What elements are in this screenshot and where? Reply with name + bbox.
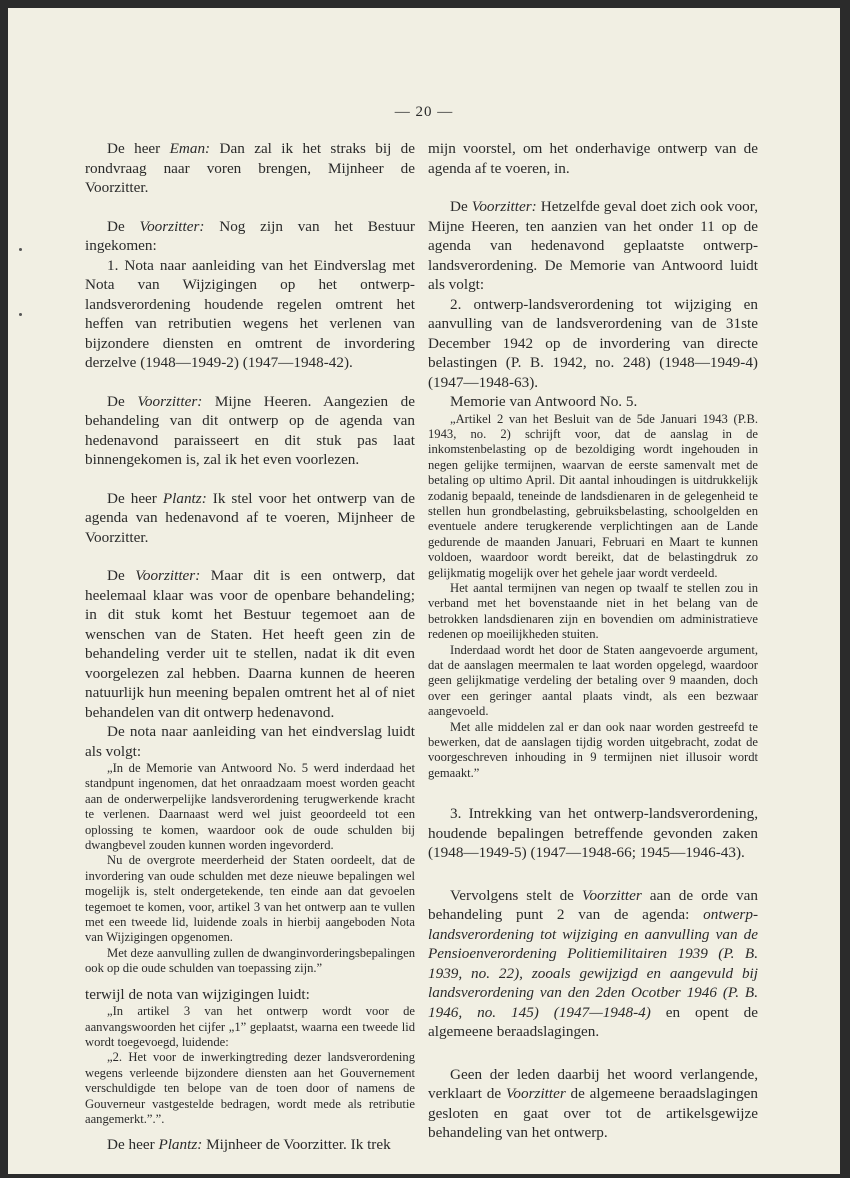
paragraph: De Voorzitter: Maar dit is een ontwerp, dat heelemaal klaar was voor de openbare behandeling; in dit stuk komt het Bestuur tegemoet aan de wenschen van de Staten. Het heeft geen zin de behandeling verder uit te stellen, nadat ik dit even voorgelezen zal hebben. Daarna kunnen de heeren natuurlijk hun meening bepalen omtrent het al of niet behandelen van dit ontwerp hedenavond. (85, 567, 415, 721)
quote-paragraph: „In artikel 3 van het ontwerp wordt voor de aanvangswoorden het cijfer „1” geplaatst, waarna een tweede lid wordt toegevoegd, luidende: (85, 1004, 415, 1049)
quote-paragraph: „2. Het voor de inwerkingtreding dezer landsverordening wegens verleende bijzondere diensten aan het Gouvernement verschuldigde ten belope van de toen door of namens de Gouverneur vastgestelde bedragen, wordt mede als retributie aangemerkt.”.”. (85, 1050, 415, 1127)
paragraph: Vervolgens stelt de Voorzitter aan de orde van behandeling punt 2 van de agenda: ontwerp-landsverordening tot wijziging en aanvulling van de Pensioenverordening Politiemilitairen 1939 (P. B. 1939, no. 22), zooals gewijzigd en aangevuld bij landsverordening van den 2den Ocotber 1946 (P. B. 1946, no. 145) (1947—1948-4) en opent de algemeene beraadslagingen. (428, 886, 758, 1041)
paragraph: De heer Eman: Dan zal ik het straks bij de rondvraag naar voren brengen, Mijnheer de Voorzitter. (85, 140, 416, 196)
quote-paragraph: „In de Memorie van Antwoord No. 5 werd inderdaad het standpunt ingenomen, dat het onraadzaam moest worden geacht aan de onderwerpelijke landsverordening terugwerkende kracht te verlenen. Daarnaast werd wel juist geoordeeld tot een oplossing te komen, waardoor ook de oude schulden bij dwangbevel zouden kunnen worden ingevorderd. (85, 761, 415, 853)
quote-paragraph: Met alle middelen zal er dan ook naar worden gestreefd te bewerken, dat de aanslagen tijdig worden uitgebracht, zodat de voorgeschreven inhouding in 9 termijnen niet illusoir wordt gemaakt.” (428, 719, 758, 780)
paragraph: Geen der leden daarbij het woord verlangende, verklaart de Voorzitter de algemeene beraadslagingen gesloten en gaat over tot de artikelsgewijze behandeling van het ontwerp. (428, 1065, 758, 1142)
paragraph: 3. Intrekking van het ontwerp-landsverordening, houdende bepalingen betreffende gevonden zaken (1948—1949-5) (1947—1948-66; 1945—1946-43). (428, 805, 758, 862)
right-column (428, 139, 758, 1143)
paragraph: De Voorzitter: Hetzelfde geval doet zich ook voor, Mijne Heeren, ten aanzien van het onder 11 op de agenda van hedenavond geplaatste ontwerp-landsverordening. De Memorie van Antwoord luidt als volgt: (428, 198, 758, 293)
paragraph: De nota naar aanleiding van het eindverslag luidt als volgt: (85, 723, 415, 760)
page-number: — 20 — (394, 104, 454, 120)
left-column (85, 139, 415, 1155)
quote-paragraph: Inderdaad wordt het door de Staten aangevoerde argument, dat de aanslagen meermalen te laat worden opgelegd, waardoor geen gelijkmatige verdeling der betaling over 9 maanden, doch over een geringer aantal plaats vindt, als een bezwaar aangevoeld. (428, 642, 758, 719)
paragraph: mijn voorstel, om het onderhavige ontwerp van de agenda af te voeren, in. (428, 140, 758, 177)
margin-mark (19, 313, 22, 316)
quote-paragraph: Het aantal termijnen van negen op twaalf te stellen zou in verband met het bovenstaande niet in het belang van de betrokken landsdienaren zijn en bovendien om administratieve redenen op moeilijkheden stuiten. (428, 580, 758, 642)
paragraph: terwijl de nota van wijzigingen luidt: (85, 985, 310, 1003)
paragraph: De Voorzitter: Mijne Heeren. Aangezien de behandeling van dit ontwerp op de agenda van hedenavond paraisseert en dit stuk pas laat binnengekomen is, zal ik het even voorlezen. (85, 392, 415, 468)
quote-paragraph: „Artikel 2 van het Besluit van de 5de Januari 1943 (P.B. 1943, no. 2) schrijft voor, dat de aanslag in de inkomstenbelasting op de bezoldiging wordt ingehouden in negen gelijke termijnen, waarvan de eerste samenvalt met de betaling op ultimo April. Dit aantal inhoudingen is uitdrukkelijk zodanig bepaald, teneinde de landsdienaren in de gelegenheid te stellen hun grondbelasting, gebruiksbelasting, schoolgelden en eventuele andere terugkerende verplichtingen aan de Lande gedurende de maanden Januari, Februari en Maart te kunnen voldoen, waardoor wordt bereikt, dat de belastingdruk zo gelijkmatig mogelijk over het gehele jaar wordt verdeeld. (428, 411, 758, 580)
paragraph: De Voorzitter: Nog zijn van het Bestuur ingekomen: (85, 217, 415, 254)
paragraph: De heer Plantz: Ik stel voor het ontwerp van de agenda van hedenavond af te voeren, Mijnheer de Voorzitter. (85, 489, 416, 546)
paragraph: De heer Plantz: Mijnheer de Voorzitter. Ik trek (107, 1136, 391, 1154)
quote-paragraph: Nu de overgrote meerderheid der Staten oordeelt, dat de invordering van oude schulden met deze nieuwe bepalingen wel mogelijk is, stelt ondergetekende, ten einde aan dat gevoelen tegemoet te komen, voor, artikel 3 van het ontwerp aan te vullen met een tweede lid, luidende zoals in hierbij aangeboden Nota van Wijzigingen opgenomen. (85, 853, 415, 945)
paragraph: 2. ontwerp-landsverordening tot wijziging en aanvulling van de landsverordening van de 31ste December 1942 op de invordering van directe belastingen (P. B. 1942, no. 248) (1948—1949-4) (1947—1948-63). (428, 295, 758, 391)
paragraph: 1. Nota naar aanleiding van het Eindverslag met Nota van Wijzigingen op het ontwerp-landsverordening houdende regelen omtrent het heffen van retributien wegens het verlenen van bijzondere diensten en omtrent de invordering derzelve (1948—1949-2) (1947—1948-42). (85, 256, 415, 371)
quote-paragraph: Met deze aanvulling zullen de dwanginvorderingsbepalingen ook op die oude schulden van toepassing zijn.” (85, 945, 415, 976)
document-page (8, 8, 840, 1174)
margin-mark (19, 248, 22, 251)
paragraph: Memorie van Antwoord No. 5. (450, 393, 638, 410)
